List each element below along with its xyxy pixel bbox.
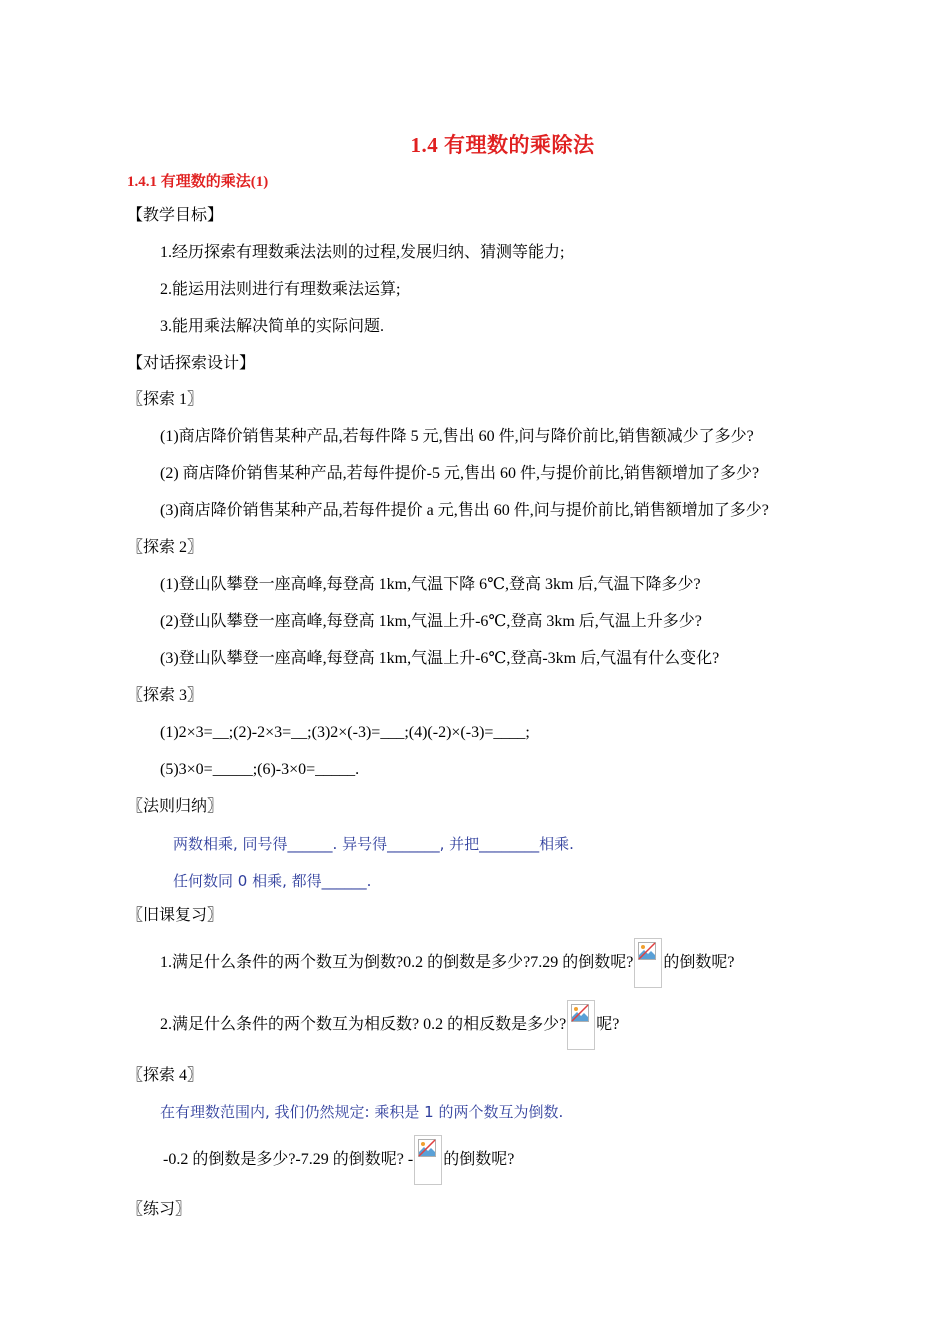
explore4-rule: 在有理数范围内, 我们仍然规定: 乘积是 1 的两个数互为倒数. — [160, 1103, 564, 1121]
rule-item: 任何数同 0 相乘, 都得______. — [173, 872, 372, 890]
explore4-header: 〖探索 4〗 — [127, 1067, 204, 1084]
broken-image-icon — [634, 938, 662, 988]
review-header: 〖旧课复习〗 — [127, 907, 224, 924]
broken-image-icon — [414, 1135, 442, 1185]
explore4-question — [163, 1135, 514, 1185]
dialog-header: 【对话探索设计】 — [127, 355, 256, 372]
review-text-after: 呢? — [596, 1016, 620, 1033]
page-title: 1.4 有理数的乘除法 — [410, 133, 595, 157]
goal-item: 2.能运用法则进行有理数乘法运算; — [160, 281, 401, 298]
explore4-text-after: 的倒数呢? — [443, 1151, 515, 1168]
review-text: 1.满足什么条件的两个数互为倒数?0.2 的倒数是多少?7.29 的倒数呢? — [160, 954, 634, 971]
review-text-after: 的倒数呢? — [663, 954, 735, 971]
explore2-item: (3)登山队攀登一座高峰,每登高 1km,气温上升-6℃,登高-3km 后,气温有什么变化? — [160, 650, 720, 667]
goal-item: 1.经历探索有理数乘法法则的过程,发展归纳、猜测等能力; — [160, 244, 565, 261]
review-item — [160, 938, 734, 988]
explore1-item: (3)商店降价销售某种产品,若每件提价 a 元,售出 60 件,问与提价前比,销售额增加了多少? — [160, 502, 769, 519]
rule-header: 〖法则归纳〗 — [127, 798, 224, 815]
explore3-header: 〖探索 3〗 — [127, 687, 204, 704]
explore3-item: (1)2×3=__;(2)-2×3=__;(3)2×(-3)=___;(4)(-2)×(-3)=____; — [160, 724, 530, 741]
explore2-item: (1)登山队攀登一座高峰,每登高 1km,气温下降 6℃,登高 3km 后,气温下降多少? — [160, 576, 701, 593]
explore1-item: (2) 商店降价销售某种产品,若每件提价-5 元,售出 60 件,与提价前比,销售额增加了多少? — [160, 465, 760, 482]
explore4-text: -0.2 的倒数是多少?-7.29 的倒数呢? - — [163, 1151, 414, 1168]
explore2-item: (2)登山队攀登一座高峰,每登高 1km,气温上升-6℃,登高 3km 后,气温上升多少? — [160, 613, 702, 630]
section-subtitle: 1.4.1 有理数的乘法(1) — [127, 174, 269, 190]
explore2-header: 〖探索 2〗 — [127, 539, 204, 556]
goals-header: 【教学目标】 — [127, 207, 224, 224]
rule-item: 两数相乘, 同号得______. 异号得_______, 并把________相乘. — [173, 835, 574, 853]
explore1-header: 〖探索 1〗 — [127, 391, 204, 408]
goal-item: 3.能用乘法解决简单的实际问题. — [160, 318, 385, 335]
review-item — [160, 1000, 619, 1050]
review-text: 2.满足什么条件的两个数互为相反数? 0.2 的相反数是多少? — [160, 1016, 567, 1033]
practice-header: 〖练习〗 — [127, 1201, 192, 1218]
broken-image-icon — [567, 1000, 595, 1050]
explore3-item: (5)3×0=_____;(6)-3×0=_____. — [160, 761, 360, 778]
explore1-item: (1)商店降价销售某种产品,若每件降 5 元,售出 60 件,问与降价前比,销售额减少了多少? — [160, 428, 754, 445]
